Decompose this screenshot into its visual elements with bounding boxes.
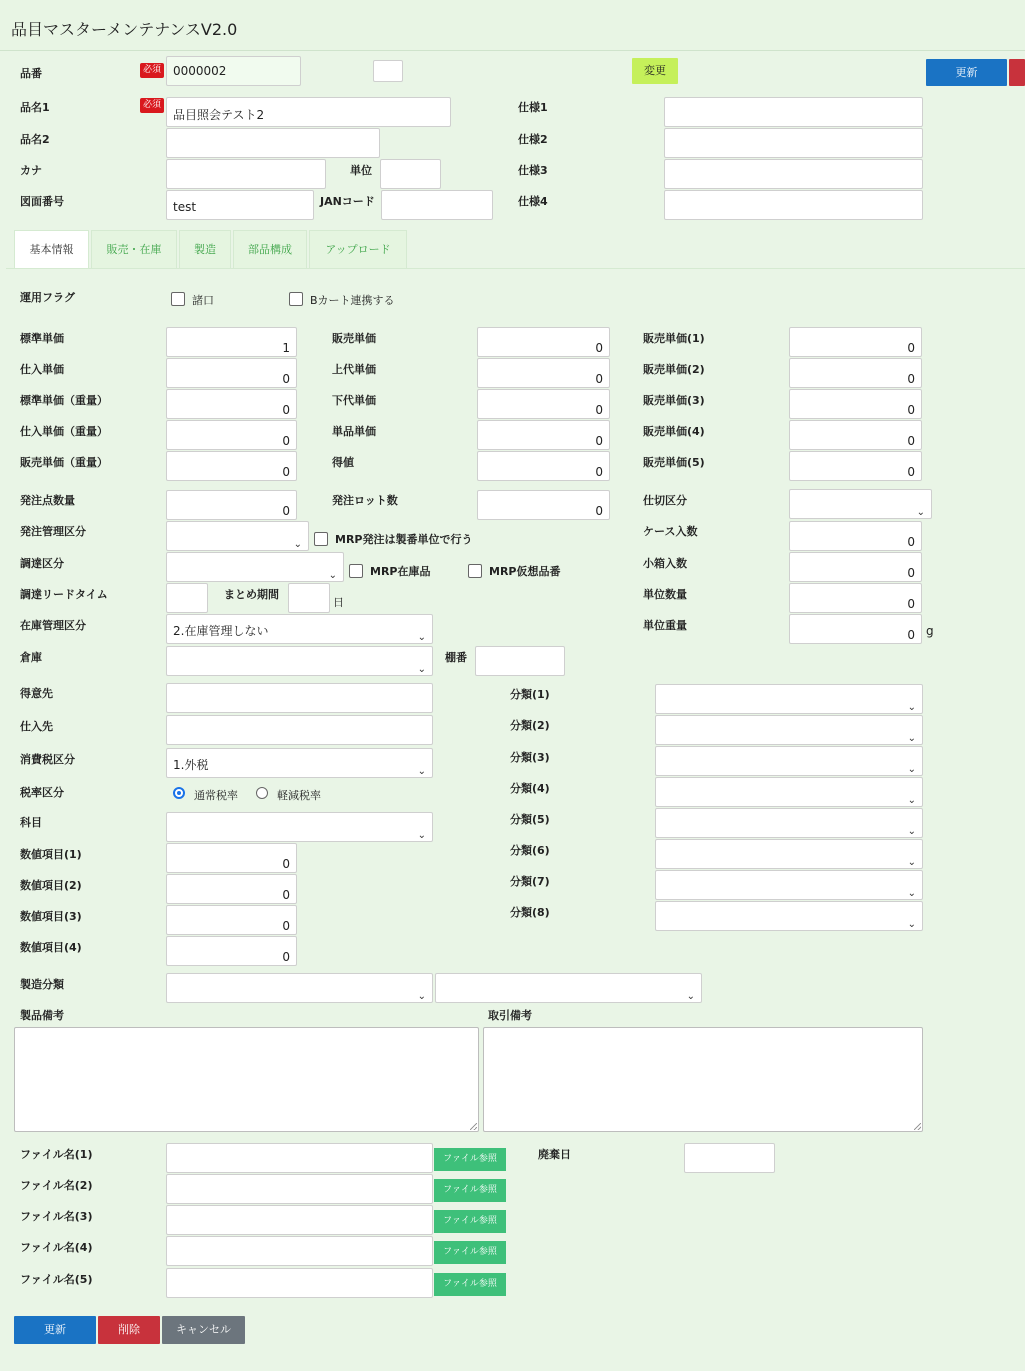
day-unit: 日 xyxy=(333,596,344,609)
resize-grip-icon[interactable] xyxy=(914,1123,921,1130)
category-label: 分類(4) xyxy=(510,782,550,795)
period-input[interactable] xyxy=(288,583,330,613)
price-input[interactable]: 0 xyxy=(477,451,610,481)
mrp-stock-checkbox[interactable] xyxy=(349,564,363,578)
category-label: 分類(2) xyxy=(510,719,550,732)
price-input[interactable]: 1 xyxy=(166,327,297,357)
bcart-label: Bカート連携する xyxy=(310,294,395,307)
chevron-down-icon: ⌄ xyxy=(417,664,426,675)
drawing-label: 図面番号 xyxy=(20,195,64,208)
taxrate-normal-radio[interactable] xyxy=(173,787,185,799)
shoguchi-checkbox[interactable] xyxy=(171,292,185,306)
mrp-seiban-checkbox[interactable] xyxy=(314,532,328,546)
name1-input[interactable]: 品目照会テスト2 xyxy=(166,97,451,127)
bcart-checkbox[interactable] xyxy=(289,292,303,306)
tax-select[interactable] xyxy=(166,748,433,778)
file-input[interactable] xyxy=(166,1205,433,1235)
category-select[interactable] xyxy=(655,808,923,838)
category-select[interactable] xyxy=(655,777,923,807)
category-label: 分類(1) xyxy=(510,688,550,701)
category-label: 分類(8) xyxy=(510,906,550,919)
chevron-down-icon: ⌄ xyxy=(907,795,916,806)
stockmgmt-value: 2.在庫管理しない xyxy=(173,624,269,638)
mrp-virtual-label: MRP仮想品番 xyxy=(489,565,561,578)
mfg-class-label: 製造分類 xyxy=(20,978,64,991)
required-badge-code: 必須 xyxy=(140,63,164,78)
reorder-point-input[interactable]: 0 xyxy=(166,490,297,520)
category-label: 分類(7) xyxy=(510,875,550,888)
trade-note-label: 取引備考 xyxy=(488,1009,532,1022)
price-label: 下代単価 xyxy=(332,394,376,407)
case-label: ケース入数 xyxy=(643,525,698,538)
category-select[interactable] xyxy=(655,684,923,714)
spec4-label: 仕様4 xyxy=(518,195,548,208)
gram-unit: g xyxy=(926,624,934,638)
price-input[interactable]: 0 xyxy=(789,451,922,481)
price-input[interactable]: 0 xyxy=(166,389,297,419)
chevron-down-icon: ⌄ xyxy=(907,919,916,930)
numeric-input[interactable]: 0 xyxy=(166,843,297,873)
file-label: ファイル名(5) xyxy=(20,1273,93,1286)
smallbox-input[interactable]: 0 xyxy=(789,552,922,582)
name1-label: 品名1 xyxy=(20,101,50,114)
price-label: 標準単価（重量） xyxy=(20,394,108,407)
account-select[interactable] xyxy=(166,812,433,842)
code-label: 品番 xyxy=(20,67,42,80)
header-bar xyxy=(0,0,1025,51)
discard-date-label: 廃棄日 xyxy=(538,1148,571,1161)
warehouse-label: 倉庫 xyxy=(20,651,42,664)
chevron-down-icon: ⌄ xyxy=(417,830,426,841)
file-browse-button[interactable]: ファイル参照 xyxy=(434,1210,506,1233)
required-badge-name1: 必須 xyxy=(140,98,164,113)
tab-sales-stock[interactable]: 販売・在庫 xyxy=(91,230,177,268)
procure-label: 調達区分 xyxy=(20,557,64,570)
unitqty-label: 単位数量 xyxy=(643,588,687,601)
price-label: 得値 xyxy=(332,456,354,469)
spec2-label: 仕様2 xyxy=(518,133,548,146)
file-label: ファイル名(3) xyxy=(20,1210,93,1223)
price-input[interactable]: 0 xyxy=(789,327,922,357)
cancel-button[interactable]: キャンセル xyxy=(162,1316,245,1344)
numeric-label: 数値項目(3) xyxy=(20,910,82,923)
lot-input[interactable]: 0 xyxy=(477,490,610,520)
warehouse-select[interactable] xyxy=(166,646,433,676)
numeric-label: 数値項目(2) xyxy=(20,879,82,892)
price-label: 標準単価 xyxy=(20,332,64,345)
price-input[interactable]: 0 xyxy=(477,327,610,357)
category-select[interactable] xyxy=(655,901,923,931)
category-label: 分類(5) xyxy=(510,813,550,826)
name2-label: 品名2 xyxy=(20,133,50,146)
price-label: 上代単価 xyxy=(332,363,376,376)
price-label: 仕入単価 xyxy=(20,363,64,376)
taxrate-normal-label: 通常税率 xyxy=(194,789,238,802)
price-input[interactable]: 0 xyxy=(789,358,922,388)
jan-input[interactable] xyxy=(381,190,493,220)
file-browse-button[interactable]: ファイル参照 xyxy=(434,1148,506,1171)
taxrate-reduced-radio[interactable] xyxy=(256,787,268,799)
stockmgmt-label: 在庫管理区分 xyxy=(20,619,86,632)
supplier-label: 仕入先 xyxy=(20,720,53,733)
category-select[interactable] xyxy=(655,715,923,745)
customer-label: 得意先 xyxy=(20,687,53,700)
numeric-label: 数値項目(4) xyxy=(20,941,82,954)
smallbox-label: 小箱入数 xyxy=(643,557,687,570)
file-browse-button[interactable]: ファイル参照 xyxy=(434,1241,506,1264)
trade-note-textarea[interactable] xyxy=(483,1027,923,1132)
file-input[interactable] xyxy=(166,1174,433,1204)
period-label: まとめ期間 xyxy=(224,588,279,601)
shelf-label: 棚番 xyxy=(445,651,467,664)
customer-input[interactable] xyxy=(166,683,433,713)
page-title: 品目マスターメンテナンスV2.0 xyxy=(11,20,238,39)
unitqty-input[interactable]: 0 xyxy=(789,583,922,613)
update-top-button[interactable]: 更新 xyxy=(926,59,1007,86)
file-browse-button[interactable]: ファイル参照 xyxy=(434,1179,506,1202)
reorder-point-label: 発注点数量 xyxy=(20,494,75,507)
leadtime-label: 調達リードタイム xyxy=(20,588,108,601)
leadtime-input[interactable] xyxy=(166,583,208,613)
file-input[interactable] xyxy=(166,1268,433,1298)
supplier-input[interactable] xyxy=(166,715,433,745)
spec4-input[interactable] xyxy=(664,190,923,220)
chevron-down-icon: ⌄ xyxy=(907,702,916,713)
chevron-down-icon: ⌄ xyxy=(417,632,426,643)
mrp-seiban-label: MRP発注は製番単位で行う xyxy=(335,533,473,546)
discard-date-input[interactable] xyxy=(684,1143,775,1173)
category-label: 分類(6) xyxy=(510,844,550,857)
price-label: 販売単価(3) xyxy=(643,394,705,407)
name2-input[interactable] xyxy=(166,128,380,158)
case-input[interactable]: 0 xyxy=(789,521,922,551)
change-button[interactable]: 変更 xyxy=(632,58,678,84)
mrp-stock-label: MRP在庫品 xyxy=(370,565,431,578)
chevron-down-icon: ⌄ xyxy=(907,733,916,744)
category-select[interactable] xyxy=(655,746,923,776)
unitweight-label: 単位重量 xyxy=(643,619,687,632)
price-label: 仕入単価（重量） xyxy=(20,425,108,438)
update-button[interactable]: 更新 xyxy=(14,1316,96,1344)
tax-label: 消費税区分 xyxy=(20,753,75,766)
unitweight-input[interactable]: 0 xyxy=(789,614,922,644)
flags-label: 運用フラグ xyxy=(20,291,75,304)
tab-upload[interactable]: アップロード xyxy=(309,230,407,268)
spec1-label: 仕様1 xyxy=(518,101,548,114)
file-input[interactable] xyxy=(166,1236,433,1266)
file-label: ファイル名(1) xyxy=(20,1148,93,1161)
unit-label: 単位 xyxy=(350,164,372,177)
chevron-down-icon: ⌄ xyxy=(417,766,426,777)
price-label: 販売単価(2) xyxy=(643,363,705,376)
delete-button[interactable]: 削除 xyxy=(98,1316,160,1344)
file-input[interactable] xyxy=(166,1143,433,1173)
order-mgmt-label: 発注管理区分 xyxy=(20,525,86,538)
price-input[interactable]: 0 xyxy=(166,420,297,450)
resize-grip-icon[interactable] xyxy=(470,1123,477,1130)
price-label: 販売単価(4) xyxy=(643,425,705,438)
chevron-down-icon: ⌄ xyxy=(328,570,337,581)
numeric-label: 数値項目(1) xyxy=(20,848,82,861)
mfg-class-select-2[interactable] xyxy=(435,973,702,1003)
numeric-input[interactable]: 0 xyxy=(166,936,297,966)
chevron-down-icon: ⌄ xyxy=(907,764,916,775)
shoguchi-label: 諸口 xyxy=(192,294,214,307)
price-input[interactable]: 0 xyxy=(477,358,610,388)
chevron-down-icon: ⌄ xyxy=(293,539,302,550)
mfg-class-select-1[interactable] xyxy=(166,973,433,1003)
unit-input[interactable] xyxy=(380,159,441,189)
numeric-input[interactable]: 0 xyxy=(166,905,297,935)
category-label: 分類(3) xyxy=(510,751,550,764)
chevron-down-icon: ⌄ xyxy=(916,507,925,518)
price-label: 単品単価 xyxy=(332,425,376,438)
tab-bom[interactable]: 部品構成 xyxy=(233,230,307,268)
numeric-input[interactable]: 0 xyxy=(166,874,297,904)
category-select[interactable] xyxy=(655,839,923,869)
price-input[interactable]: 0 xyxy=(789,420,922,450)
chevron-down-icon: ⌄ xyxy=(907,857,916,868)
price-input[interactable]: 0 xyxy=(789,389,922,419)
chevron-down-icon: ⌄ xyxy=(417,991,426,1002)
product-note-textarea[interactable] xyxy=(14,1027,479,1132)
price-label: 販売単価（重量） xyxy=(20,456,108,469)
procure-select[interactable] xyxy=(166,552,344,582)
drawing-input[interactable]: test xyxy=(166,190,314,220)
shikiri-select[interactable] xyxy=(789,489,932,519)
chevron-down-icon: ⌄ xyxy=(907,888,916,899)
price-input[interactable]: 0 xyxy=(477,389,610,419)
shikiri-label: 仕切区分 xyxy=(643,494,687,507)
page-bottom-border xyxy=(0,1365,1025,1371)
small-box-input[interactable] xyxy=(373,60,403,82)
lot-label: 発注ロット数 xyxy=(332,494,398,507)
price-label: 販売単価 xyxy=(332,332,376,345)
chevron-down-icon: ⌄ xyxy=(907,826,916,837)
product-note-label: 製品備考 xyxy=(20,1009,64,1022)
delete-top-button[interactable] xyxy=(1009,59,1025,86)
file-label: ファイル名(2) xyxy=(20,1179,93,1192)
kana-label: カナ xyxy=(20,164,42,177)
spec1-input[interactable] xyxy=(664,97,923,127)
price-input[interactable]: 0 xyxy=(477,420,610,450)
order-mgmt-select[interactable] xyxy=(166,521,309,551)
category-select[interactable] xyxy=(655,870,923,900)
jan-label: JANコード xyxy=(320,195,375,208)
spec2-input[interactable] xyxy=(664,128,923,158)
stockmgmt-select[interactable] xyxy=(166,614,433,644)
price-label: 販売単価(1) xyxy=(643,332,705,345)
chevron-down-icon: ⌄ xyxy=(686,991,695,1002)
tab-manufacturing[interactable]: 製造 xyxy=(179,230,231,268)
price-input[interactable]: 0 xyxy=(166,358,297,388)
spec3-label: 仕様3 xyxy=(518,164,548,177)
tab-basic[interactable]: 基本情報 xyxy=(14,230,89,268)
price-label: 販売単価(5) xyxy=(643,456,705,469)
account-label: 科目 xyxy=(20,816,42,829)
file-browse-button[interactable]: ファイル参照 xyxy=(434,1273,506,1296)
taxrate-label: 税率区分 xyxy=(20,786,64,799)
spec3-input[interactable] xyxy=(664,159,923,189)
mrp-virtual-checkbox[interactable] xyxy=(468,564,482,578)
price-input[interactable]: 0 xyxy=(166,451,297,481)
file-label: ファイル名(4) xyxy=(20,1241,93,1254)
taxrate-reduced-label: 軽減税率 xyxy=(277,789,321,802)
tax-value: 1.外税 xyxy=(173,758,209,772)
code-input[interactable]: 0000002 xyxy=(166,56,301,86)
shelf-input[interactable] xyxy=(475,646,565,676)
kana-input[interactable] xyxy=(166,159,326,189)
